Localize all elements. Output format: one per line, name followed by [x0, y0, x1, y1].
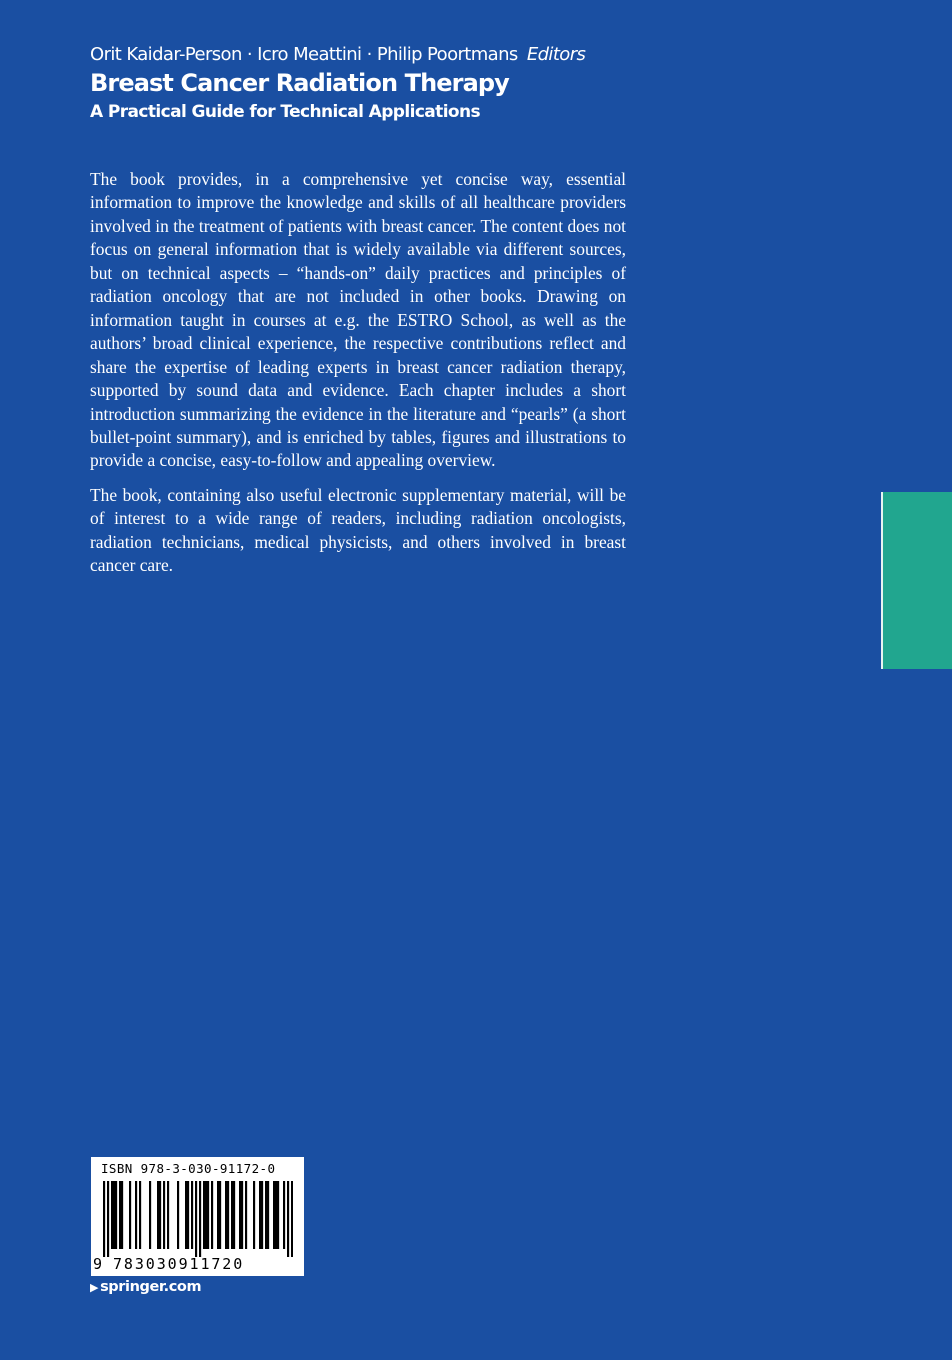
barcode-bar [111, 1181, 113, 1249]
barcode-bars [103, 1181, 293, 1257]
barcode-bar [211, 1181, 213, 1249]
barcode-bar [167, 1181, 169, 1249]
barcode-bar [219, 1181, 221, 1249]
publisher-url: springer.com [100, 1279, 202, 1295]
book-description [90, 168, 626, 589]
editors-line [90, 44, 585, 65]
book-title: Breast Cancer Radiation Therapy [90, 69, 509, 97]
barcode-bar [199, 1181, 201, 1257]
barcode-bar [205, 1181, 207, 1249]
barcode-bar [267, 1181, 269, 1249]
barcode-bar [245, 1181, 247, 1249]
barcode-bar [287, 1181, 289, 1257]
editor-name: Icro Meattini [257, 44, 362, 65]
barcode-bar [225, 1181, 227, 1249]
barcode-bar [129, 1181, 131, 1249]
side-color-tab [881, 492, 952, 669]
barcode-bar [227, 1181, 229, 1249]
barcode-bar [139, 1181, 141, 1249]
barcode-bar [253, 1181, 255, 1249]
barcode-bar [135, 1181, 137, 1249]
barcode-bar [103, 1181, 105, 1257]
barcode-bar [107, 1181, 109, 1257]
editor-name: Philip Poortmans [376, 44, 518, 65]
editor-name: Orit Kaidar-Person [90, 44, 242, 65]
barcode-bar [195, 1181, 197, 1257]
barcode-bar [203, 1181, 205, 1249]
editors-role: Editors [526, 44, 586, 65]
editor-separator: · [366, 44, 372, 65]
barcode-bar [283, 1181, 285, 1249]
barcode-bar [275, 1181, 277, 1249]
barcode-bar [177, 1181, 179, 1249]
isbn-label: ISBN 978-3-030-91172-0 [101, 1161, 276, 1176]
barcode-bar [273, 1181, 275, 1249]
barcode-bar [157, 1181, 159, 1249]
description-paragraph: The book, containing also useful electronic supplementary material, will be of interest to a wide range of readers, including radiation oncologists, radiation technicians, medical physicists, and others involved in breast cancer care. [90, 484, 626, 576]
description-paragraph: The book provides, in a comprehensive yet concise way, essential information to improve the knowledge and skills of all healthcare providers involved in the treatment of patients with breast cancer. The content does not focus on general information that is widely available via different sources, but on technical aspects – “hands-on” daily practices and principles of radiation oncology that are not included in other books. Drawing on information taught in courses at e.g. the ESTRO School, as well as the authors’ broad clinical experience, the respective contributions reflect and share the expertise of leading experts in breast cancer radiation therapy, supported by sound data and evidence. Each chapter includes a short introduction summarizing the evidence in the literature and “pearls” (a short bullet-point summary), and is enriched by tables, figures and illustrations to provide a concise, easy-to-follow and appealing overview. [90, 169, 626, 471]
barcode-bar [265, 1181, 267, 1249]
publisher-link[interactable] [90, 1279, 201, 1295]
barcode-bar [291, 1181, 293, 1257]
barcode-bar [163, 1181, 165, 1249]
ean-digits: 783030911720 [113, 1255, 245, 1273]
barcode-bar [261, 1181, 263, 1249]
barcode-bar [259, 1181, 261, 1249]
barcode-bar [241, 1181, 243, 1249]
ean-lead-digit: 9 [93, 1255, 103, 1273]
barcode-bar [217, 1181, 219, 1249]
barcode-bar [207, 1181, 209, 1249]
editor-separator: · [246, 44, 253, 65]
barcode-bar [239, 1181, 241, 1249]
isbn-barcode [91, 1157, 304, 1276]
barcode-bar [149, 1181, 151, 1249]
barcode-bar [191, 1181, 193, 1249]
barcode-bar [185, 1181, 187, 1249]
barcode-bar [231, 1181, 233, 1249]
barcode-bar [119, 1181, 121, 1249]
barcode-bar [233, 1181, 235, 1249]
barcode-bar [159, 1181, 161, 1249]
barcode-bar [113, 1181, 115, 1249]
book-subtitle: A Practical Guide for Technical Applications [90, 102, 481, 122]
triangle-right-icon: ▶ [90, 1281, 99, 1294]
barcode-bar [115, 1181, 117, 1249]
barcode-bar [277, 1181, 279, 1249]
barcode-bar [187, 1181, 189, 1249]
barcode-bar [121, 1181, 123, 1249]
